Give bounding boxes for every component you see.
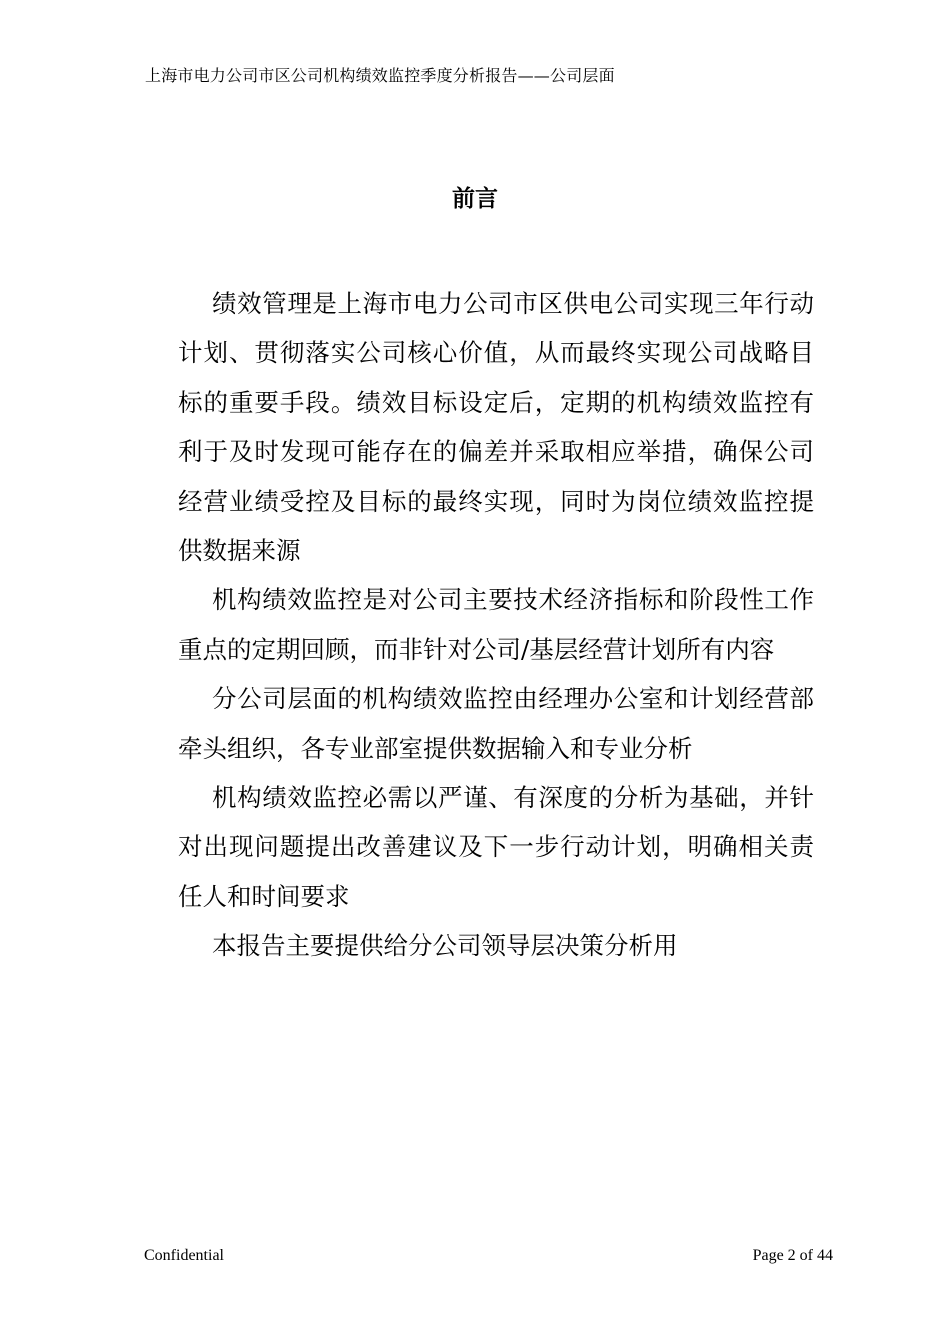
paragraph-4: 机构绩效监控必需以严谨、有深度的分析为基础，并针对出现问题提出改善建议及下一步行动计划，明确相关责任人和时间要求: [178, 783, 814, 911]
page-header: 上海市电力公司市区公司机构绩效监控季度分析报告——公司层面: [145, 66, 615, 85]
paragraph-5: 本报告主要提供给分公司领导层决策分析用: [212, 931, 678, 961]
footer-confidential: Confidential: [144, 1247, 224, 1264]
footer-page-number: Page 2 of 44: [752, 1247, 833, 1264]
document-body: [178, 279, 814, 971]
page-title: 前言: [452, 185, 498, 212]
paragraph-3: 分公司层面的机构绩效监控由经理办公室和计划经营部牵头组织，各专业部室提供数据输入和专业分析: [178, 684, 814, 763]
paragraph-1: 绩效管理是上海市电力公司市区供电公司实现三年行动计划、贯彻落实公司核心价值，从而最终实现公司战略目标的重要手段。绩效目标设定后，定期的机构绩效监控有利于及时发现可能存在的偏差并采取相应举措，确保公司经营业绩受控及目标的最终实现，同时为岗位绩效监控提供数据来源: [178, 289, 814, 566]
paragraph-2: 机构绩效监控是对公司主要技术经济指标和阶段性工作重点的定期回顾，而非针对公司/基层经营计划所有内容: [178, 585, 814, 664]
